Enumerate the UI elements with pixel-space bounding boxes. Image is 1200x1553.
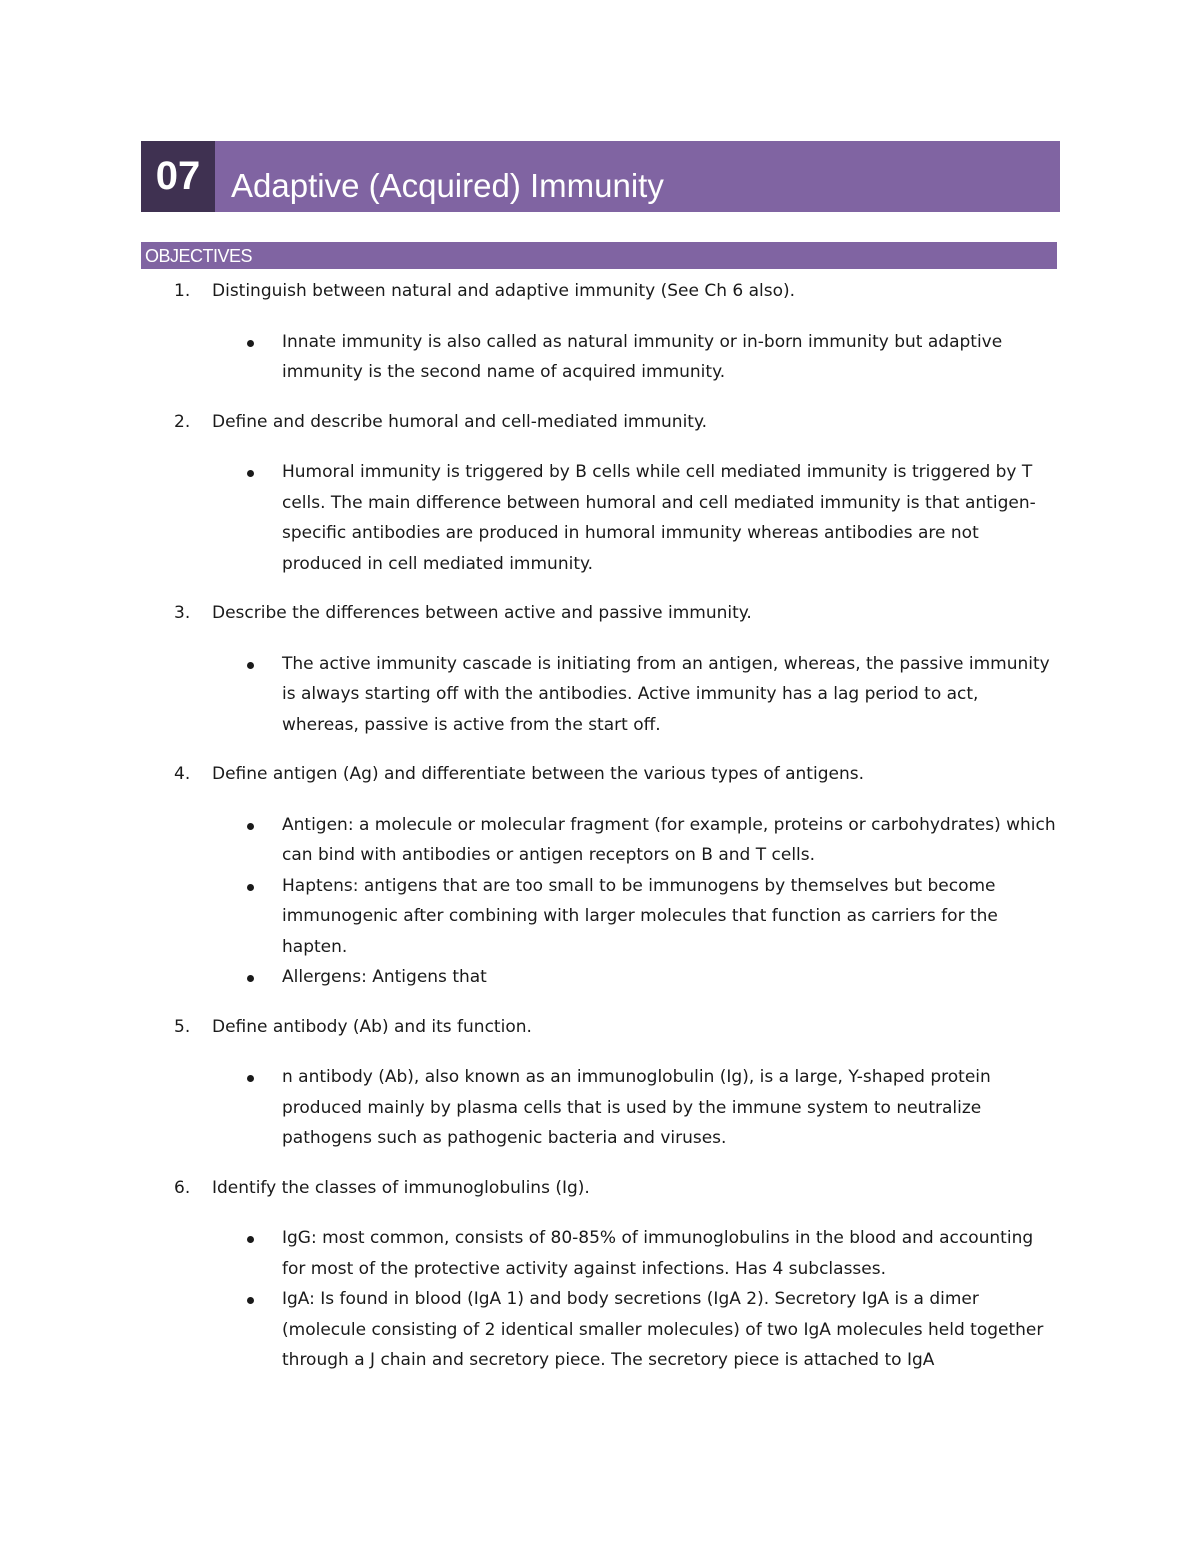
objective-number: 6. — [174, 1177, 191, 1198]
chapter-title: Adaptive (Acquired) Immunity — [231, 166, 664, 204]
bullet-list — [141, 810, 1060, 993]
objective-heading — [141, 759, 1060, 790]
objective-text: Define and describe humoral and cell-mediated immunity. — [212, 411, 708, 432]
bullet-item: Haptens: antigens that are too small to be immunogens by themselves but become immunogenic after combining with larger molecules that function as carriers for the hapten. — [141, 871, 1060, 963]
chapter-number: 07 — [141, 141, 215, 212]
bullet-item: IgA: Is found in blood (IgA 1) and body secretions (IgA 2). Secretory IgA is a dimer (molecule consisting of 2 identical smaller molecules) of two IgA molecules held together through a J chain and secretory piece. The secretory piece is attached to IgA — [141, 1284, 1060, 1376]
objective-number: 2. — [174, 411, 191, 432]
objective-item — [141, 407, 1060, 580]
bullet-list — [141, 649, 1060, 741]
objective-item — [141, 759, 1060, 993]
objective-text: Define antigen (Ag) and differentiate between the various types of antigens. — [212, 764, 864, 784]
objective-number: 4. — [174, 764, 191, 784]
objective-heading — [141, 407, 1060, 438]
section-heading: OBJECTIVES — [141, 242, 1057, 269]
bullet-item: Antigen: a molecule or molecular fragment (for example, proteins or carbohydrates) which can bind with antibodies or antigen receptors on B and T cells. — [141, 810, 1060, 871]
bullet-item: The active immunity cascade is initiating from an antigen, whereas, the passive immunity is always starting off with the antibodies. Active immunity has a lag period to act, whereas, passive is active from the start off. — [141, 649, 1060, 741]
objective-heading — [141, 276, 1060, 307]
objectives-list — [141, 276, 1060, 1395]
bullet-item: IgG: most common, consists of 80-85% of immunoglobulins in the blood and accounting for most of the protective activity against infections. Has 4 subclasses. — [141, 1223, 1060, 1284]
objective-text: Define antibody (Ab) and its function. — [212, 1016, 532, 1037]
chapter-header — [141, 141, 1060, 212]
bullet-list — [141, 457, 1060, 579]
objective-text: Distinguish between natural and adaptive immunity (See Ch 6 also). — [212, 281, 796, 301]
bullet-item: Innate immunity is also called as natural immunity or in-born immunity but adaptive immunity is the second name of acquired immunity. — [141, 327, 1060, 388]
bullet-list — [141, 327, 1060, 388]
bullet-item: Allergens: Antigens that — [141, 962, 1060, 993]
bullet-item: n antibody (Ab), also known as an immunoglobulin (Ig), is a large, Y-shaped protein produced mainly by plasma cells that is used by the immune system to neutralize pathogens such as pathogenic bacteria and viruses. — [141, 1062, 1060, 1154]
objective-heading — [141, 598, 1060, 629]
bullet-list — [141, 1223, 1060, 1376]
bullet-list — [141, 1062, 1060, 1154]
objective-item — [141, 1012, 1060, 1154]
objective-heading — [141, 1173, 1060, 1204]
objective-item — [141, 1173, 1060, 1376]
objective-item — [141, 276, 1060, 388]
objective-number: 5. — [174, 1016, 191, 1037]
objective-heading — [141, 1012, 1060, 1043]
objective-number: 3. — [174, 603, 191, 623]
objective-text: Identify the classes of immunoglobulins (Ig). — [212, 1177, 590, 1198]
objective-text: Describe the differences between active and passive immunity. — [212, 603, 752, 623]
bullet-item: Humoral immunity is triggered by B cells while cell mediated immunity is triggered by T cells. The main difference between humoral and cell mediated immunity is that antigen-specific antibodies are produced in humoral immunity whereas antibodies are not produced in cell mediated immunity. — [141, 457, 1060, 579]
objective-item — [141, 598, 1060, 740]
objective-number: 1. — [174, 281, 191, 301]
